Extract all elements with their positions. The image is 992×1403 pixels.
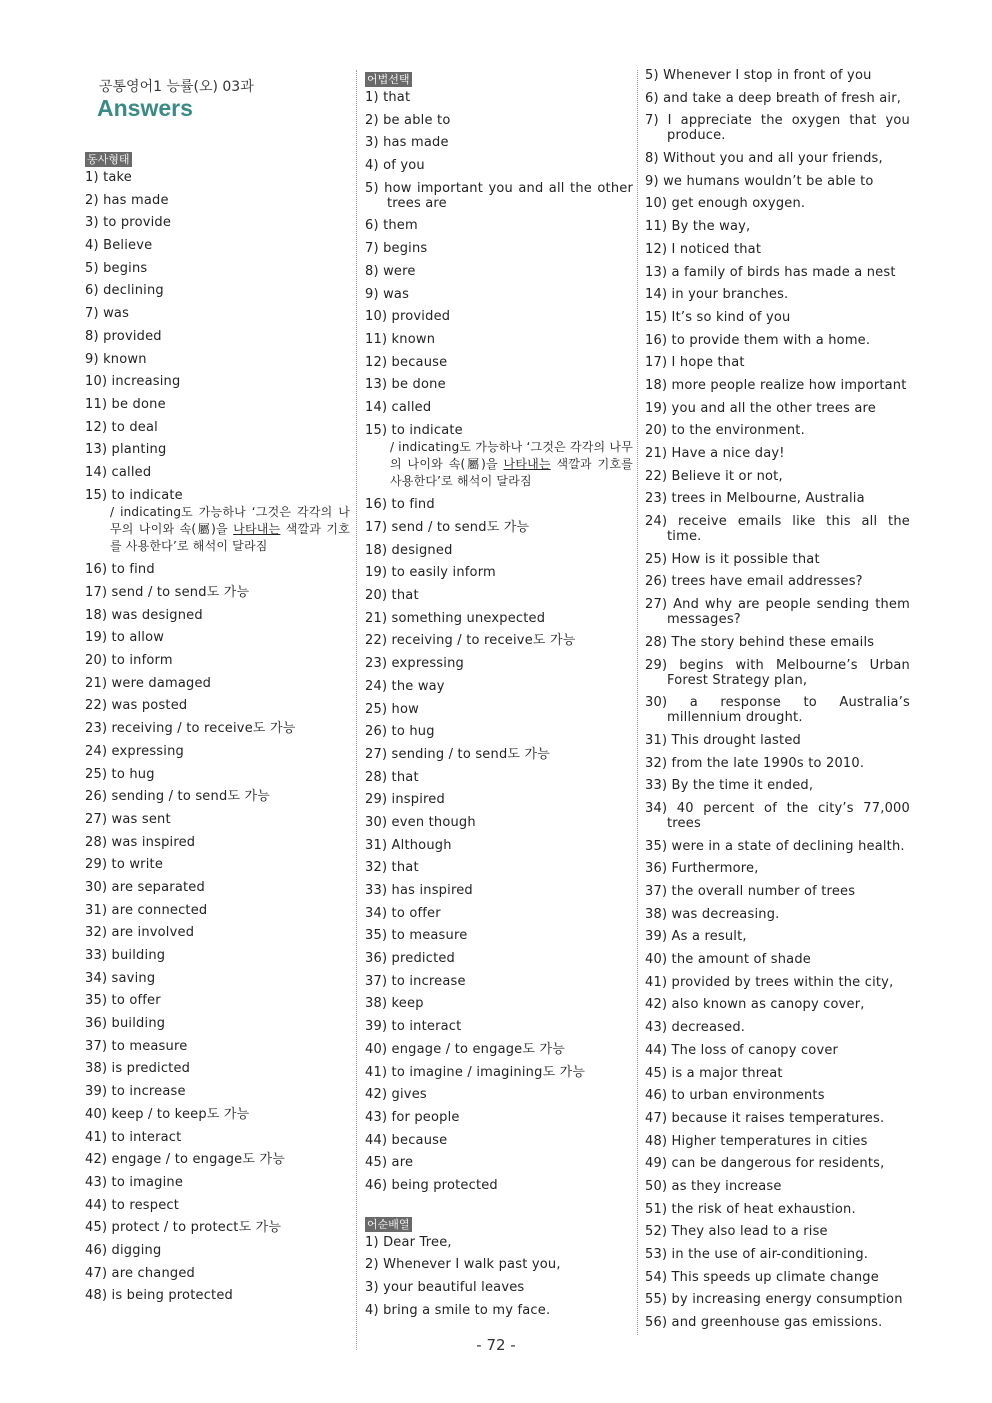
- list-item: 19) to easily inform: [365, 565, 496, 581]
- list-item: 11) By the way,: [645, 219, 751, 235]
- list-item: 30) are separated: [85, 879, 205, 895]
- list-item: 19) to allow: [85, 630, 165, 646]
- list-item: 22) was posted: [85, 698, 188, 714]
- list-item: 4) of you: [365, 158, 425, 174]
- list-item: 30) a response to Australia’s millennium drought.: [645, 695, 910, 726]
- list-item: 31) Although: [365, 837, 452, 853]
- list-item: 28) The story behind these emails: [645, 634, 875, 650]
- list-item: 24) receive emails like this all the time.: [645, 514, 910, 545]
- grammar-choice-list: [365, 90, 633, 173]
- list-item: 12) to deal: [85, 419, 158, 435]
- list-item: 33) By the time it ended,: [645, 778, 814, 794]
- list-item: 36) Furthermore,: [645, 861, 759, 877]
- list-item: 1) Dear Tree,: [365, 1234, 452, 1250]
- list-item: 2) has made: [85, 192, 169, 208]
- list-item: 34) to offer: [365, 905, 441, 921]
- list-item: 27) sending / to send도 가능: [365, 746, 551, 762]
- list-item: [85, 488, 350, 555]
- list-item: 2) Whenever I walk past you,: [365, 1257, 561, 1273]
- list-item: 9) we humans wouldn’t be able to: [645, 173, 874, 189]
- list-item: 35) were in a state of declining health.: [645, 838, 905, 854]
- list-item: 7) I appreciate the oxygen that you produce.: [645, 113, 910, 144]
- list-item: 39) to increase: [85, 1084, 186, 1100]
- list-item: 26) trees have email addresses?: [645, 574, 863, 590]
- list-item: 48) Higher temperatures in cities: [645, 1133, 868, 1149]
- list-item: 47) are changed: [85, 1265, 195, 1281]
- list-item: 20) to the environment.: [645, 423, 805, 439]
- list-item: 45) protect / to protect도 가능: [85, 1220, 282, 1236]
- list-item: 3) your beautiful leaves: [365, 1280, 525, 1295]
- list-item: 8) were: [365, 263, 416, 279]
- list-item: 25) How is it possible that: [645, 551, 820, 567]
- list-item: 48) is being protected: [85, 1288, 234, 1304]
- list-item: 2) be able to: [365, 112, 451, 128]
- list-item: 55) by increasing energy consumption: [645, 1292, 903, 1308]
- list-item: 21) Have a nice day!: [645, 446, 785, 461]
- list-item: 34) 40 percent of the city’s 77,000 trees: [645, 800, 910, 831]
- list-item: 11) known: [365, 331, 436, 347]
- list-item: 3) has made: [365, 135, 449, 151]
- list-item: 22) receiving / to receive도 가능: [365, 633, 576, 649]
- list-item: 6) them: [365, 218, 418, 234]
- list-item: 23) expressing: [365, 656, 464, 672]
- list-item: 43) decreased.: [645, 1020, 746, 1036]
- item-text: 15) to indicate: [365, 422, 463, 438]
- word-order-list: [365, 1235, 633, 1318]
- list-item: 41) to imagine / imagining도 가능: [365, 1064, 586, 1080]
- lesson-subtitle: 공통영어1 능률(오) 03과: [99, 79, 254, 95]
- word-order-list-continued: [645, 68, 910, 1330]
- list-item: 16) to find: [365, 497, 435, 513]
- verb-form-column: [85, 148, 350, 1311]
- item-text: 15) to indicate: [85, 487, 183, 503]
- list-item: 46) digging: [85, 1242, 162, 1258]
- list-item: 44) because: [365, 1132, 448, 1148]
- list-item: 13) a family of birds has made a nest: [645, 264, 896, 280]
- list-item: 40) keep / to keep도 가능: [85, 1106, 250, 1122]
- list-item: 43) to imagine: [85, 1174, 184, 1190]
- list-item: 8) Without you and all your friends,: [645, 151, 883, 167]
- list-item: 37) the overall number of trees: [645, 884, 856, 899]
- list-item: 39) to interact: [365, 1019, 462, 1035]
- list-item: 14) in your branches.: [645, 287, 789, 303]
- list-item: 31) are connected: [85, 902, 208, 918]
- list-item: 33) building: [85, 948, 166, 963]
- word-order-column: [645, 68, 910, 1338]
- list-item: 14) called: [85, 464, 152, 480]
- list-item: 21) something unexpected: [365, 610, 546, 626]
- list-item: 42) gives: [365, 1087, 427, 1103]
- list-item: 7) begins: [365, 241, 428, 257]
- list-item: 5) how important you and all the other trees are: [365, 180, 633, 211]
- list-item: 12) I noticed that: [645, 241, 762, 257]
- list-item: 40) engage / to engage도 가능: [365, 1041, 565, 1057]
- list-item: 18) designed: [365, 542, 453, 558]
- list-item: 28) that: [365, 769, 419, 785]
- list-item: 56) and greenhouse gas emissions.: [645, 1315, 883, 1331]
- list-item: 23) trees in Melbourne, Australia: [645, 491, 865, 507]
- list-item: [365, 423, 633, 490]
- list-item: 52) They also lead to a rise: [645, 1224, 828, 1240]
- list-item: 1) take: [85, 170, 133, 185]
- list-item: 36) building: [85, 1016, 166, 1032]
- verb-form-list-continued: [85, 562, 350, 1303]
- list-item: 37) to increase: [365, 973, 466, 989]
- section-label-verb-form: 동사형태: [87, 153, 130, 166]
- list-item: 31) This drought lasted: [645, 732, 801, 748]
- list-item: 38) is predicted: [85, 1061, 191, 1077]
- section-label-word-order: 어순배열: [367, 1217, 410, 1231]
- list-item: 28) was inspired: [85, 834, 196, 850]
- list-item: 5) Whenever I stop in front of you: [645, 68, 872, 83]
- list-item: 26) sending / to send도 가능: [85, 789, 271, 805]
- list-item: 29) inspired: [365, 792, 445, 808]
- list-item: 10) get enough oxygen.: [645, 196, 806, 212]
- list-item: 24) expressing: [85, 743, 184, 759]
- list-item: 32) that: [365, 860, 419, 876]
- list-item: 49) can be dangerous for residents,: [645, 1156, 885, 1172]
- list-item: 36) predicted: [365, 951, 456, 967]
- list-item: 17) I hope that: [645, 355, 745, 371]
- list-item: 51) the risk of heat exhaustion.: [645, 1201, 856, 1217]
- list-item: 6) and take a deep breath of fresh air,: [645, 90, 902, 106]
- list-item: 22) Believe it or not,: [645, 468, 783, 484]
- list-item: 6) declining: [85, 283, 164, 299]
- list-item: 27) And why are people sending them messages?: [645, 597, 910, 628]
- list-item: 20) to inform: [85, 653, 173, 669]
- list-item: 8) provided: [85, 328, 162, 344]
- list-item: 32) are involved: [85, 925, 195, 941]
- list-item: 20) that: [365, 588, 419, 604]
- list-item: 5) begins: [85, 260, 148, 276]
- list-item: 26) to hug: [365, 724, 435, 740]
- list-item: 23) receiving / to receive도 가능: [85, 721, 296, 737]
- list-item: 18) more people realize how important: [645, 377, 907, 393]
- item-note: / indicating도 가능하나 ‘그것은 각각의 나무의 나이와 속(屬)을 나타내는 색깔과 기호를 사용한다’로 해석이 달라짐: [390, 439, 633, 488]
- list-item: 13) be done: [365, 377, 446, 393]
- list-item: 35) to measure: [365, 928, 468, 944]
- page-number: - 72 -: [476, 1336, 516, 1354]
- list-item: 17) send / to send도 가능: [365, 520, 530, 535]
- list-item: 50) as they increase: [645, 1178, 782, 1194]
- list-item: 40) the amount of shade: [645, 952, 811, 968]
- list-item: 17) send / to send도 가능: [85, 585, 250, 600]
- list-item: 27) was sent: [85, 811, 171, 827]
- list-item: 18) was designed: [85, 607, 203, 623]
- list-item: 14) called: [365, 399, 432, 415]
- list-item: 3) to provide: [85, 215, 172, 231]
- list-item: 39) As a result,: [645, 929, 747, 945]
- item-note: / indicating도 가능하나 ‘그것은 각각의 나무의 나이와 속(屬)을 나타내는 색깔과 기호를 사용한다’로 해석이 달라짐: [110, 504, 350, 553]
- list-item: 7) was: [85, 306, 130, 322]
- list-item: 44) to respect: [85, 1197, 180, 1213]
- list-item: 24) the way: [365, 678, 445, 694]
- list-item: 32) from the late 1990s to 2010.: [645, 755, 865, 771]
- list-item: 16) to provide them with a home.: [645, 332, 871, 348]
- list-item: 41) provided by trees within the city,: [645, 974, 894, 990]
- list-item: 45) are: [365, 1155, 414, 1171]
- list-item: 38) keep: [365, 996, 424, 1012]
- list-item: 42) also known as canopy cover,: [645, 997, 865, 1013]
- list-item: 33) has inspired: [365, 883, 473, 898]
- list-item: 53) in the use of air-conditioning.: [645, 1247, 869, 1262]
- list-item: 38) was decreasing.: [645, 906, 780, 922]
- list-item: 47) because it raises temperatures.: [645, 1110, 885, 1126]
- list-item: 12) because: [365, 354, 448, 370]
- list-item: 29) begins with Melbourne’s Urban Forest Strategy plan,: [645, 657, 910, 688]
- list-item: 10) provided: [365, 309, 451, 325]
- list-item: 46) to urban environments: [645, 1088, 825, 1104]
- list-item: 11) be done: [85, 396, 166, 412]
- list-item: 30) even though: [365, 814, 476, 830]
- list-item: 45) is a major threat: [645, 1065, 783, 1081]
- list-item: 43) for people: [365, 1109, 460, 1125]
- grammar-choice-list-mid: [365, 218, 633, 415]
- column-divider: [637, 70, 638, 1335]
- list-item: 9) known: [85, 351, 147, 367]
- section-label-grammar-choice: 어법선택: [367, 73, 410, 86]
- column-divider: [356, 70, 357, 1350]
- grammar-choice-list-continued: [365, 497, 633, 1193]
- list-item: 42) engage / to engage도 가능: [85, 1152, 285, 1168]
- list-item: 13) planting: [85, 442, 167, 458]
- list-item: 19) you and all the other trees are: [645, 400, 876, 416]
- list-item: 44) The loss of canopy cover: [645, 1042, 839, 1058]
- list-item: 29) to write: [85, 857, 164, 873]
- grammar-choice-column: [365, 68, 633, 1325]
- list-item: 37) to measure: [85, 1038, 188, 1054]
- page-title: Answers: [97, 95, 193, 121]
- list-item: 35) to offer: [85, 993, 161, 1009]
- verb-form-list: [85, 170, 350, 480]
- list-item: 25) to hug: [85, 766, 155, 782]
- list-item: 9) was: [365, 286, 410, 302]
- list-item: 15) It’s so kind of you: [645, 309, 791, 325]
- list-item: 46) being protected: [365, 1177, 498, 1193]
- list-item: 41) to interact: [85, 1129, 182, 1145]
- list-item: 10) increasing: [85, 374, 181, 390]
- list-item: 54) This speeds up climate change: [645, 1269, 879, 1285]
- list-item: 1) that: [365, 90, 411, 105]
- list-item: 34) saving: [85, 970, 156, 986]
- list-item: 16) to find: [85, 562, 155, 578]
- list-item: 21) were damaged: [85, 675, 212, 691]
- list-item: 25) how: [365, 701, 419, 717]
- list-item: 4) bring a smile to my face.: [365, 1302, 551, 1318]
- list-item: 4) Believe: [85, 238, 153, 254]
